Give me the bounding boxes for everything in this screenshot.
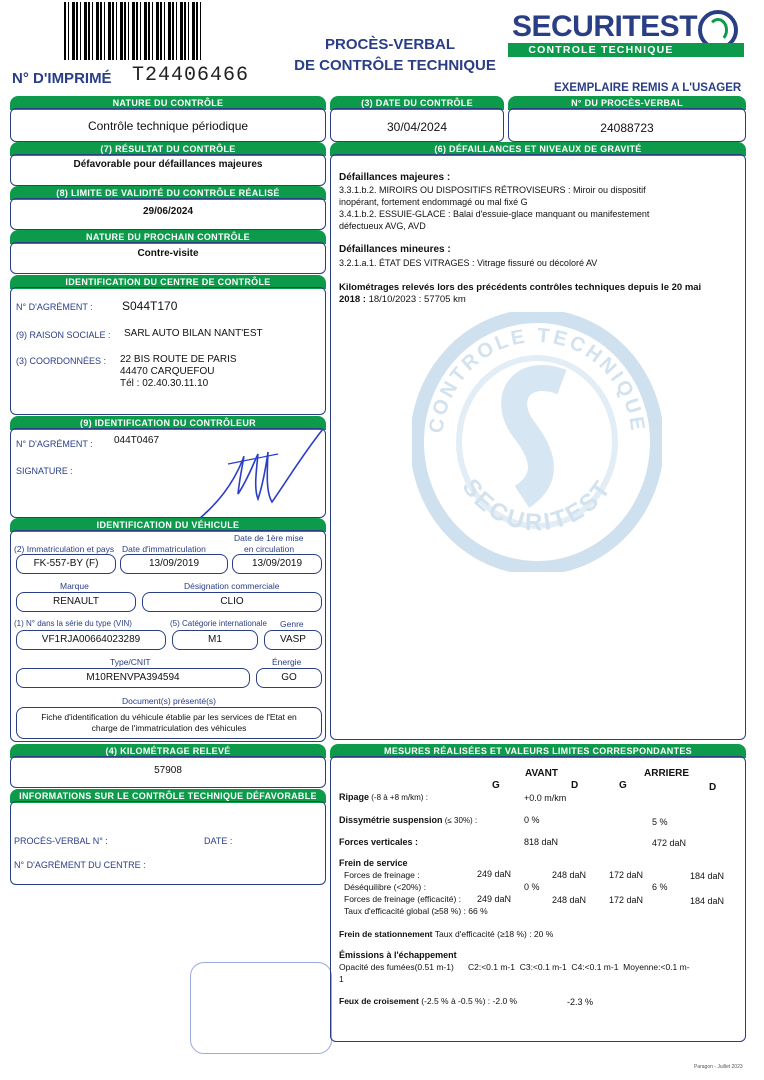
validite-title: (8) LIMITE DE VALIDITÉ DU CONTRÔLE RÉALISÉ bbox=[10, 186, 326, 200]
vin-value: VF1RJA00664023289 bbox=[16, 630, 166, 650]
infos-date-label: DATE : bbox=[204, 836, 233, 846]
ffe-ar-d: 184 daN bbox=[690, 896, 725, 906]
frein-stat-row bbox=[339, 929, 553, 939]
doc-title-line2: DE CONTRÔLE TECHNIQUE bbox=[294, 57, 496, 74]
arriere-g-label: G bbox=[619, 780, 627, 791]
categorie-label: (5) Catégorie internationale bbox=[170, 619, 267, 628]
opacite-line1: Opacité des fumées(0.51 m-1) C2:<0.1 m-1 C3:<0.1 m-1 C4:<0.1 m-1 Moyenne:<0.1 m- bbox=[339, 962, 690, 972]
opacite-line2: 1 bbox=[339, 974, 344, 984]
brand-logo-text: SECURITEST bbox=[512, 10, 698, 43]
type-value: M10RENVPA394594 bbox=[16, 668, 250, 688]
forces-vert-av: 818 daN bbox=[524, 837, 559, 847]
date-controle-value: 30/04/2024 bbox=[386, 120, 448, 134]
nature-controle-value: Contrôle technique périodique bbox=[87, 119, 249, 133]
centre-title: IDENTIFICATION DU CENTRE DE CONTRÔLE bbox=[10, 275, 326, 289]
mesures-title: MESURES RÉALISÉES ET VALEURS LIMITES CORRESPONDANTES bbox=[330, 744, 746, 758]
doc-title-line1: PROCÈS-VERBAL bbox=[324, 36, 455, 53]
ripage-value: +0.0 m/km bbox=[524, 793, 567, 803]
barcode bbox=[64, 2, 202, 60]
ff-av-g: 249 daN bbox=[477, 869, 512, 879]
infos-pv-label: PROCÈS-VERBAL N° : bbox=[14, 836, 108, 846]
feux-row bbox=[339, 996, 517, 1006]
feux-label: Feux de croisement bbox=[339, 996, 419, 1006]
maj1-line2: inopérant, fortement endommagé ou mal fixé G bbox=[339, 197, 528, 207]
maj1-line1: 3.3.1.b.2. MIROIRS OU DISPOSITIFS RÉTROVISEURS : Miroir ou dispositif bbox=[339, 185, 646, 195]
maj2-line1: 3.4.1.b.2. ESSUIE-GLACE : Balai d'essuie-glace manquant ou manifestement bbox=[339, 209, 650, 219]
taux-global: Taux d'efficacité global (≥58 %) : 66 % bbox=[344, 906, 488, 916]
energie-value: GO bbox=[256, 668, 322, 688]
documents-label: Document(s) présenté(s) bbox=[122, 696, 217, 706]
date-controle-title: (3) DATE DU CONTRÔLE bbox=[330, 96, 504, 110]
frein-stat-label: Frein de stationnement bbox=[339, 929, 433, 939]
designation-value: CLIO bbox=[142, 592, 322, 612]
deseq-ar: 6 % bbox=[652, 882, 668, 892]
resultat-title: (7) RÉSULTAT DU CONTRÔLE bbox=[10, 142, 326, 156]
scan-border-line bbox=[190, 962, 332, 1054]
dissym-limit: (≤ 30%) : bbox=[442, 816, 478, 825]
genre-label: Genre bbox=[280, 619, 304, 629]
majeures-title: Défaillances majeures : bbox=[339, 172, 451, 183]
kilometrage-value: 57908 bbox=[154, 765, 182, 776]
nature-controle-title: NATURE DU CONTRÔLE bbox=[10, 96, 326, 110]
forces-vert-ar: 472 daN bbox=[652, 838, 687, 848]
centre-coord-line1: 22 BIS ROUTE DE PARIS bbox=[120, 354, 237, 365]
premiere-label1: Date de 1ère mise bbox=[234, 533, 304, 543]
feux-limit: (-2.5 % à -0.5 %) : -2.0 % bbox=[418, 996, 518, 1006]
centre-agrement-label: N° D'AGRÉMENT : bbox=[16, 302, 93, 312]
energie-label: Énergie bbox=[272, 657, 302, 667]
date-immat-value: 13/09/2019 bbox=[120, 554, 228, 574]
designation-label: Désignation commerciale bbox=[184, 581, 280, 591]
centre-agrement-value: S044T170 bbox=[122, 299, 178, 313]
centre-coord-line2: 44470 CARQUEFOU bbox=[120, 366, 215, 377]
validite-value: 29/06/2024 bbox=[142, 206, 194, 217]
centre-raison-label: (9) RAISON SOCIALE : bbox=[16, 330, 111, 340]
frein-stat-value: Taux d'efficacité (≥18 %) : 20 % bbox=[432, 929, 554, 939]
dissym-row bbox=[339, 815, 477, 825]
km-title-rest: 18/10/2023 : 57705 km bbox=[365, 294, 466, 305]
immat-value: FK-557-BY (F) bbox=[16, 554, 116, 574]
documents-line1: Fiche d'identification du véhicule établie par les services de l'Etat en bbox=[41, 712, 297, 722]
forces-vert-label: Forces verticales : bbox=[339, 837, 419, 847]
resultat-value: Défavorable pour défaillances majeures bbox=[73, 159, 263, 170]
arriere-d-label: D bbox=[709, 782, 717, 793]
controleur-title: (9) IDENTIFICATION DU CONTRÔLEUR bbox=[10, 416, 326, 430]
ffe-av-d: 248 daN bbox=[552, 895, 587, 905]
infos-defav-title: INFORMATIONS SUR LE CONTRÔLE TECHNIQUE DÉFAVORABLE bbox=[10, 789, 326, 803]
premiere-label2: en circulation bbox=[244, 544, 295, 554]
ff-eff-label: Forces de freinage (efficacité) : bbox=[344, 894, 462, 904]
emissions-label: Émissions à l'échappement bbox=[339, 950, 457, 960]
controleur-agrement-value: 044T0467 bbox=[114, 435, 160, 446]
km-title-line1: Kilométrages relevés lors des précédents contrôles techniques depuis le 20 mai bbox=[339, 282, 702, 293]
prochain-value: Contre-visite bbox=[137, 248, 199, 259]
infos-agrement-label: N° D'AGRÉMENT DU CENTRE : bbox=[14, 860, 146, 870]
desequilibre-label: Déséquilibre (<20%) : bbox=[344, 882, 426, 892]
documents-line2: charge de l'immatriculation des véhicules bbox=[91, 723, 247, 733]
immat-label: (2) Immatriculation et pays bbox=[14, 544, 115, 554]
ff-ar-d: 184 daN bbox=[690, 871, 725, 881]
brand-logo-subtitle: CONTROLE TECHNIQUE bbox=[508, 43, 694, 57]
footer-imprimeur: Paragon - Juillet 2023 bbox=[694, 1064, 743, 1070]
avant-d-label: D bbox=[571, 780, 579, 791]
ripage-row bbox=[339, 792, 428, 802]
km-title-bold: 2018 : bbox=[339, 294, 366, 305]
dissym-av: 0 % bbox=[524, 815, 540, 825]
premiere-value: 13/09/2019 bbox=[232, 554, 322, 574]
marque-label: Marque bbox=[60, 581, 89, 591]
genre-value: VASP bbox=[264, 630, 322, 650]
centre-coord-line3: Tél : 02.40.30.11.10 bbox=[120, 378, 209, 389]
vehicule-title: IDENTIFICATION DU VÉHICULE bbox=[10, 518, 326, 532]
dissym-ar: 5 % bbox=[652, 817, 668, 827]
km-title-line2 bbox=[339, 294, 466, 305]
feux-value2: -2.3 % bbox=[567, 997, 594, 1007]
type-label: Type/CNIT bbox=[110, 657, 151, 667]
marque-value: RENAULT bbox=[16, 592, 136, 612]
defaillances-title: (6) DÉFAILLANCES ET NIVEAUX DE GRAVITÉ bbox=[330, 142, 746, 156]
controleur-signature-label: SIGNATURE : bbox=[16, 466, 73, 476]
frein-service-label: Frein de service bbox=[339, 858, 408, 868]
ffe-ar-g: 172 daN bbox=[609, 895, 644, 905]
watermark-bottom-text: SECURITEST bbox=[456, 473, 618, 537]
forces-freinage-label: Forces de freinage : bbox=[344, 870, 420, 880]
watermark-seal-icon bbox=[412, 312, 662, 572]
ffe-av-g: 249 daN bbox=[477, 894, 512, 904]
controleur-agrement-label: N° D'AGRÉMENT : bbox=[16, 439, 93, 449]
dissym-label: Dissymétrie suspension bbox=[339, 815, 443, 825]
min1: 3.2.1.a.1. ÉTAT DES VITRAGES : Vitrage fissuré ou décoloré AV bbox=[339, 258, 598, 268]
centre-raison-value: SARL AUTO BILAN NANT'EST bbox=[124, 328, 263, 339]
avant-g-label: G bbox=[492, 780, 500, 791]
numero-imprime-value: T24406466 bbox=[132, 64, 250, 87]
centre-coord-label: (3) COORDONNÉES : bbox=[16, 356, 107, 366]
date-immat-label: Date d'immatriculation bbox=[122, 544, 206, 554]
ff-ar-g: 172 daN bbox=[609, 870, 644, 880]
maj2-line2: défectueux AVG, AVD bbox=[339, 221, 426, 231]
ff-av-d: 248 daN bbox=[552, 870, 587, 880]
kilometrage-title: (4) KILOMÉTRAGE RELEVÉ bbox=[10, 744, 326, 758]
mineures-title: Défaillances mineures : bbox=[339, 244, 451, 255]
deseq-av: 0 % bbox=[524, 882, 540, 892]
brand-logo-bar-right bbox=[694, 43, 744, 57]
categorie-value: M1 bbox=[172, 630, 258, 650]
prochain-title: NATURE DU PROCHAIN CONTRÔLE bbox=[10, 230, 326, 244]
ripage-label: Ripage bbox=[339, 792, 370, 802]
numero-imprime-label: N° D'IMPRIMÉ bbox=[12, 70, 112, 87]
num-pv-value: 24088723 bbox=[600, 121, 654, 135]
avant-label: AVANT bbox=[525, 768, 558, 779]
watermark-top-text: CONTROLE TECHNIQUE bbox=[425, 324, 649, 435]
arriere-label: ARRIERE bbox=[644, 768, 690, 779]
exemplaire-label: EXEMPLAIRE REMIS A L'USAGER bbox=[554, 82, 742, 94]
num-pv-title: N° DU PROCÈS-VERBAL bbox=[508, 96, 746, 110]
vin-label: (1) N° dans la série du type (VIN) bbox=[14, 619, 132, 628]
ripage-limit: (-8 à +8 m/km) : bbox=[369, 793, 428, 802]
